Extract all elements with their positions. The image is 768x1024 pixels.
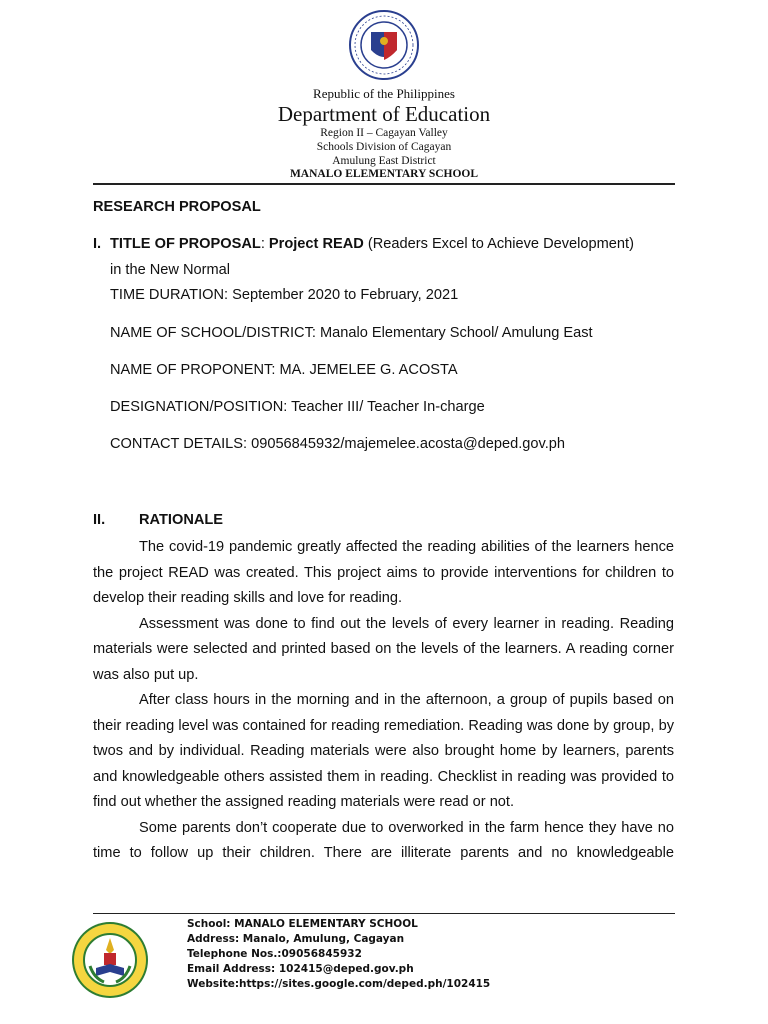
footer-website: Website:https://sites.google.com/deped.ph/102415 xyxy=(187,978,491,990)
deped-seal-logo xyxy=(349,10,419,80)
school-district: NAME OF SCHOOL/DISTRICT: Manalo Elementary School/ Amulung East xyxy=(110,325,593,341)
rationale-paragraph: Assessment was done to find out the levels of every learner in reading. Reading materials were selected and printed based on the levels of the learners. A reading corner was also put up. xyxy=(93,615,674,683)
header-region: Region II – Cagayan Valley xyxy=(320,127,448,139)
footer-divider xyxy=(93,913,675,914)
proponent-name: NAME OF PROPONENT: MA. JEMELEE G. ACOSTA xyxy=(110,362,458,378)
footer-contact-block xyxy=(187,917,490,992)
section-2-numeral: II. xyxy=(93,512,106,528)
rationale-paragraph: The covid-19 pandemic greatly affected the reading abilities of the learners hence the project READ was created. This project aims to provide interventions for children to develop their reading skills and love for reading. xyxy=(93,539,674,606)
proposal-title-label: TITLE OF PROPOSAL xyxy=(110,236,261,252)
project-name: Project READ xyxy=(268,236,364,252)
header-school: MANALO ELEMENTARY SCHOOL xyxy=(289,168,479,180)
proposal-title-line xyxy=(110,236,634,252)
header-division: Schools Division of Cagayan xyxy=(316,141,452,153)
designation-position: DESIGNATION/POSITION: Teacher III/ Teacher In-charge xyxy=(110,399,485,415)
footer-email: Email Address: 102415@deped.gov.ph xyxy=(187,963,414,975)
contact-details: CONTACT DETAILS: 09056845932/majemelee.acosta@deped.gov.ph xyxy=(110,436,566,452)
proposal-title-colon: : xyxy=(260,236,269,252)
rationale-paragraph: Some parents don’t cooperate due to overworked in the farm hence they have no time to follow up their children. There are illiterate parents and no knowledgeable xyxy=(93,819,674,861)
header-department: Department of Education xyxy=(277,102,491,126)
time-duration: TIME DURATION: September 2020 to February, 2021 xyxy=(110,287,459,303)
header-district: Amulung East District xyxy=(332,155,436,167)
project-expansion: (Readers Excel to Achieve Development) xyxy=(363,236,634,252)
footer-telephone: Telephone Nos.:09056845932 xyxy=(187,948,362,960)
section-2-title: RATIONALE xyxy=(139,512,224,528)
document-title: RESEARCH PROPOSAL xyxy=(93,199,261,215)
proposal-title-continuation: in the New Normal xyxy=(110,262,231,278)
district-seal-logo xyxy=(70,920,150,1000)
rationale-paragraph: After class hours in the morning and in the afternoon, a group of pupils based on their reading level was contained for reading remediation. Reading was done by group, by twos and by individual. Reading materials were also brought home by learners, parents and knowledgeable others assisted them in reading. Checklist in reading was provided to find out whether the assigned reading materials were read or not. xyxy=(93,692,674,810)
rationale-body xyxy=(93,535,674,867)
footer-address: Address: Manalo, Amulung, Cagayan xyxy=(187,933,405,945)
footer-school: School: MANALO ELEMENTARY SCHOOL xyxy=(187,918,418,930)
header-republic: Republic of the Philippines xyxy=(313,86,455,101)
section-1-numeral: I. xyxy=(93,236,102,252)
header-divider xyxy=(93,183,675,185)
